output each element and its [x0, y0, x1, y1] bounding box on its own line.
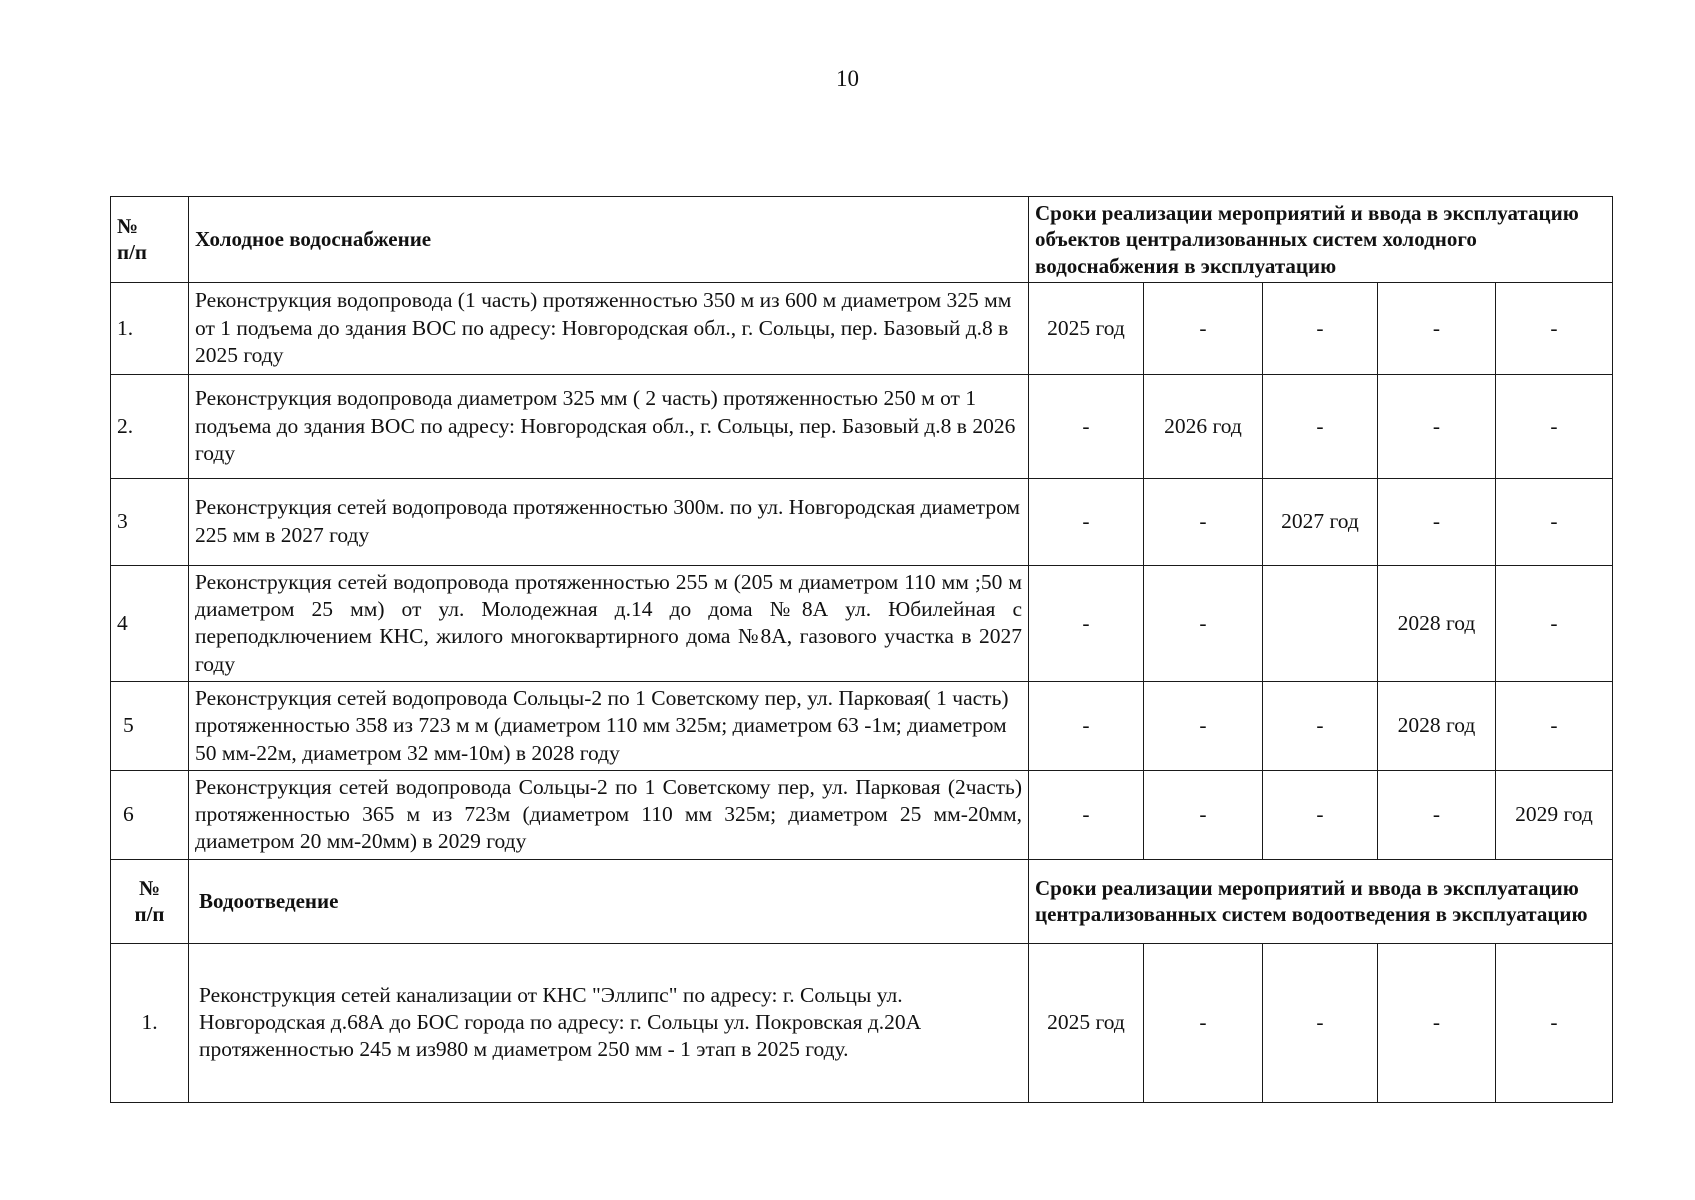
- row-description: Реконструкция сетей водопровода Сольцы-2 по 1 Советскому пер, ул. Парковая (2часть) протяженностью 365 м из 723м (диаметром 110 мм 325м; диаметром 25 мм-20мм, диаметром 20 мм-20мм) в 2029 году: [189, 770, 1029, 859]
- row-number: 1.: [111, 282, 189, 374]
- table-row: [111, 565, 1613, 681]
- row-number: 5: [111, 681, 189, 770]
- year-cell: -: [1496, 681, 1613, 770]
- year-cell: 2025 год: [1029, 282, 1144, 374]
- year-cell: -: [1496, 282, 1613, 374]
- year-cell: -: [1029, 478, 1144, 565]
- row-number: 4: [111, 565, 189, 681]
- year-cell: -: [1144, 943, 1263, 1102]
- year-cell: [1263, 565, 1378, 681]
- cold-water-header-row: [111, 197, 1613, 283]
- row-number: 6: [111, 770, 189, 859]
- year-cell: -: [1378, 478, 1496, 565]
- table-row: [111, 770, 1613, 859]
- row-description: Реконструкция сетей водопровода протяженностью 255 м (205 м диаметром 110 мм ;50 м диаметром 25 мм) от ул. Молодежная д.14 до дома №8А ул. Юбилейная с переподключением КНС, жилого многоквартирного дома №8А, газового участка в 2027 году: [189, 565, 1029, 681]
- year-cell: -: [1378, 770, 1496, 859]
- year-cell: -: [1144, 770, 1263, 859]
- year-cell: -: [1029, 770, 1144, 859]
- year-cell: -: [1496, 478, 1613, 565]
- measures-table: [110, 196, 1613, 1103]
- table-row: [111, 478, 1613, 565]
- sewerage-header-row: [111, 859, 1613, 943]
- year-cell: -: [1029, 681, 1144, 770]
- year-cell: -: [1263, 681, 1378, 770]
- sewerage-period-header: Сроки реализации мероприятий и ввода в эксплуатацию централизованных систем водоотведения в эксплуатацию: [1029, 859, 1613, 943]
- year-cell: -: [1378, 282, 1496, 374]
- sewerage-title: Водоотведение: [189, 859, 1029, 943]
- row-number: 2.: [111, 374, 189, 478]
- year-cell: -: [1144, 565, 1263, 681]
- row-description: Реконструкция сетей водопровода протяженностью 300м. по ул. Новгородская диаметром 225 мм в 2027 году: [189, 478, 1029, 565]
- year-cell: -: [1263, 770, 1378, 859]
- year-cell: -: [1144, 282, 1263, 374]
- year-cell: -: [1496, 565, 1613, 681]
- row-number: 3: [111, 478, 189, 565]
- year-cell: -: [1263, 374, 1378, 478]
- year-cell: 2026 год: [1144, 374, 1263, 478]
- table-row: [111, 374, 1613, 478]
- row-description: Реконструкция сетей канализации от КНС "Эллипс" по адресу: г. Сольцы ул. Новгородская д.68А до БОС города по адресу: г. Сольцы ул. Покровская д.20А протяженностью 245 м из980 м диаметром 250 мм - 1 этап в 2025 году.: [189, 943, 1029, 1102]
- year-cell: 2027 год: [1263, 478, 1378, 565]
- year-cell: -: [1496, 374, 1613, 478]
- cold-water-period-header: Сроки реализации мероприятий и ввода в эксплуатацию объектов централизованных систем холодного водоснабжения в эксплуатацию: [1029, 197, 1613, 283]
- row-description: Реконструкция сетей водопровода Сольцы-2 по 1 Советскому пер, ул. Парковая( 1 часть) протяженностью 358 из 723 м м (диаметром 110 мм 325м; диаметром 63 -1м; диаметром 50 мм-22м, диаметром 32 мм-10м) в 2028 году: [189, 681, 1029, 770]
- year-cell: 2028 год: [1378, 681, 1496, 770]
- cold-water-title: Холодное водоснабжение: [189, 197, 1029, 283]
- row-description: Реконструкция водопровода диаметром 325 мм ( 2 часть) протяженностью 250 м от 1 подъема до здания ВОС по адресу: Новгородская обл., г. Сольцы, пер. Базовый д.8 в 2026 году: [189, 374, 1029, 478]
- sewerage-num-header: № п/п: [111, 859, 189, 943]
- year-cell: 2028 год: [1378, 565, 1496, 681]
- year-cell: -: [1378, 374, 1496, 478]
- table-row: [111, 282, 1613, 374]
- year-cell: 2025 год: [1029, 943, 1144, 1102]
- cold-water-num-header: № п/п: [111, 197, 189, 283]
- page-number: 10: [836, 66, 859, 91]
- table-row: [111, 943, 1613, 1102]
- year-cell: -: [1263, 943, 1378, 1102]
- year-cell: -: [1144, 681, 1263, 770]
- year-cell: 2029 год: [1496, 770, 1613, 859]
- row-description: Реконструкция водопровода (1 часть) протяженностью 350 м из 600 м диаметром 325 мм от 1 подъема до здания ВОС по адресу: Новгородская обл., г. Сольцы, пер. Базовый д.8 в 2025 году: [189, 282, 1029, 374]
- year-cell: -: [1029, 374, 1144, 478]
- year-cell: -: [1029, 565, 1144, 681]
- row-number: 1.: [111, 943, 189, 1102]
- year-cell: -: [1496, 943, 1613, 1102]
- year-cell: -: [1378, 943, 1496, 1102]
- year-cell: -: [1144, 478, 1263, 565]
- table-row: [111, 681, 1613, 770]
- year-cell: -: [1263, 282, 1378, 374]
